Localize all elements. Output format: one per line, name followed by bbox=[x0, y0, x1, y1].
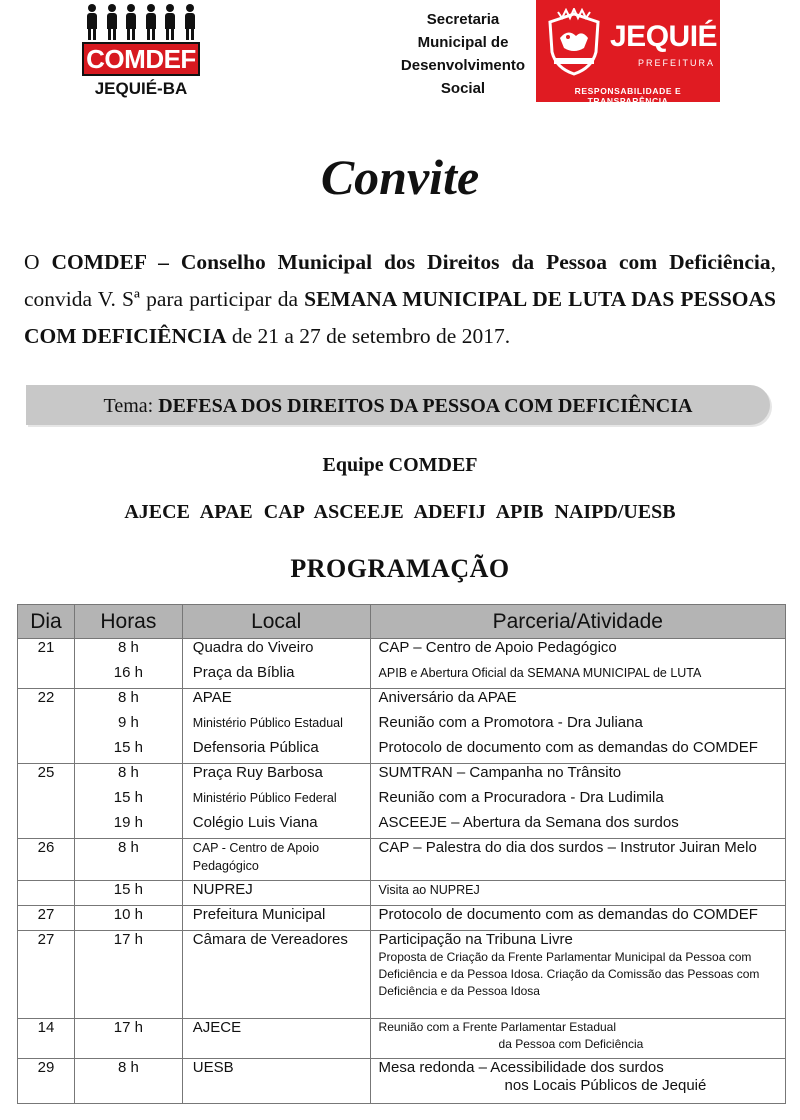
cell-parceria: ASCEEJE – Abertura da Semana dos surdos bbox=[370, 814, 785, 839]
cell-dia: 22 bbox=[18, 689, 75, 714]
cell-parceria: Visita ao NUPREJ bbox=[370, 881, 785, 906]
cell-dia: 25 bbox=[18, 764, 75, 789]
cell-dia bbox=[18, 881, 75, 906]
cell-hora: 17 h bbox=[74, 1019, 182, 1059]
cell-parceria: Protocolo de documento com as demandas do COMDEF bbox=[370, 739, 785, 764]
column-header-horas: Horas bbox=[74, 605, 182, 639]
table-row bbox=[18, 739, 786, 764]
cell-hora: 15 h bbox=[74, 881, 182, 906]
table-row bbox=[18, 639, 786, 664]
table-row bbox=[18, 789, 786, 814]
table-row bbox=[18, 814, 786, 839]
cell-hora: 8 h bbox=[74, 639, 182, 664]
table-row bbox=[18, 839, 786, 881]
cell-local: AJECE bbox=[182, 1019, 370, 1059]
people-icon bbox=[82, 4, 200, 40]
cell-hora: 16 h bbox=[74, 664, 182, 689]
activity-title: Participação na Tribuna Livre bbox=[378, 931, 573, 948]
cell-parceria: CAP – Centro de Apoio Pedagógico bbox=[370, 639, 785, 664]
cell-hora: 8 h bbox=[74, 839, 182, 881]
invite-title: Convite bbox=[320, 149, 480, 205]
activity-line: Reunião com a Frente Parlamentar Estadual bbox=[378, 1020, 617, 1034]
cell-parceria bbox=[370, 1019, 785, 1059]
table-row bbox=[18, 689, 786, 714]
secretaria-line: Municipal de bbox=[417, 34, 509, 51]
cell-local: Praça da Bíblia bbox=[182, 664, 370, 689]
table-row bbox=[18, 1059, 786, 1104]
team-members: AJECE APAE CAP ASCEEJE ADEFIJ APIB NAIPD/UESB bbox=[124, 501, 676, 523]
cell-hora: 19 h bbox=[74, 814, 182, 839]
cell-hora: 8 h bbox=[74, 764, 182, 789]
cell-hora: 9 h bbox=[74, 714, 182, 739]
schedule-table bbox=[17, 604, 786, 1104]
cell-hora: 17 h bbox=[74, 931, 182, 1019]
team-title: Equipe COMDEF bbox=[322, 454, 478, 476]
table-row bbox=[18, 664, 786, 689]
cell-hora: 10 h bbox=[74, 906, 182, 931]
cell-hora: 8 h bbox=[74, 689, 182, 714]
table-header-row bbox=[18, 605, 786, 639]
cell-dia: 27 bbox=[18, 931, 75, 1019]
cell-dia bbox=[18, 714, 75, 739]
prefeitura-label: PREFEITURA bbox=[638, 58, 716, 68]
cell-dia bbox=[18, 739, 75, 764]
invite-text: O bbox=[24, 250, 52, 274]
theme-label: Tema: bbox=[103, 395, 159, 417]
cell-local: Quadra do Viveiro bbox=[182, 639, 370, 664]
comdef-city: JEQUIÉ-BA bbox=[94, 79, 188, 98]
prefeitura-logo bbox=[536, 0, 720, 106]
cell-parceria: CAP – Palestra do dia dos surdos – Instrutor Juiran Melo bbox=[370, 839, 785, 881]
cell-dia: 21 bbox=[18, 639, 75, 664]
cell-local: UESB bbox=[182, 1059, 370, 1104]
table-row bbox=[18, 714, 786, 739]
cell-dia bbox=[18, 664, 75, 689]
secretaria-line: Social bbox=[440, 80, 486, 97]
cell-dia: 14 bbox=[18, 1019, 75, 1059]
cell-parceria: Protocolo de documento com as demandas do COMDEF bbox=[370, 906, 785, 931]
table-row bbox=[18, 764, 786, 789]
cell-dia bbox=[18, 814, 75, 839]
cell-parceria: Aniversário da APAE bbox=[370, 689, 785, 714]
secretaria-line: Secretaria bbox=[426, 11, 500, 28]
schedule-title: PROGRAMAÇÃO bbox=[290, 554, 510, 583]
activity-line: da Pessoa com Deficiência bbox=[498, 1037, 644, 1051]
invite-text: , convida V. Sª para participar da bbox=[24, 250, 776, 311]
cell-local: Defensoria Pública bbox=[182, 739, 370, 764]
cell-parceria: Reunião com a Procuradora - Dra Ludimila bbox=[370, 789, 785, 814]
cell-dia: 27 bbox=[18, 906, 75, 931]
column-header-parceria: Parceria/Atividade bbox=[370, 605, 785, 639]
cell-hora: 15 h bbox=[74, 739, 182, 764]
activity-line: nos Locais Públicos de Jequié bbox=[504, 1077, 707, 1094]
cell-local: Câmara de Vereadores bbox=[182, 931, 370, 1019]
activity-detail: Proposta de Criação da Frente Parlamentar Municipal da Pessoa com Deficiência e da Pessoa Idosa. Criação da Comissão das Pessoas com Deficiência e da Pessoa Idosa bbox=[378, 950, 760, 998]
invite-org-name: COMDEF – Conselho Municipal dos Direitos da Pessoa com Deficiência bbox=[51, 250, 771, 274]
city-crest-icon bbox=[544, 8, 604, 78]
secretaria-line: Desenvolvimento bbox=[400, 57, 526, 74]
column-header-local: Local bbox=[182, 605, 370, 639]
cell-local: Ministério Público Federal bbox=[182, 789, 370, 814]
cell-local: NUPREJ bbox=[182, 881, 370, 906]
theme-value: DEFESA DOS DIREITOS DA PESSOA COM DEFICIÊNCIA bbox=[158, 395, 693, 417]
cell-parceria: SUMTRAN – Campanha no Trânsito bbox=[370, 764, 785, 789]
invite-paragraph bbox=[24, 244, 776, 355]
table-row bbox=[18, 1019, 786, 1059]
comdef-logo-text: COMDEF bbox=[82, 42, 200, 76]
header bbox=[0, 0, 800, 110]
table-row bbox=[18, 881, 786, 906]
cell-parceria bbox=[370, 1059, 785, 1104]
cell-local: CAP - Centro de Apoio Pedagógico bbox=[182, 839, 370, 881]
invite-event-name: SEMANA MUNICIPAL DE LUTA DAS PESSOAS COM DEFICIÊNCIA bbox=[24, 287, 776, 348]
column-header-dia: Dia bbox=[18, 605, 75, 639]
cell-local: Ministério Público Estadual bbox=[182, 714, 370, 739]
comdef-logo bbox=[82, 4, 200, 99]
cell-hora: 8 h bbox=[74, 1059, 182, 1104]
cell-local: APAE bbox=[182, 689, 370, 714]
cell-local: Colégio Luis Viana bbox=[182, 814, 370, 839]
table-row bbox=[18, 931, 786, 1019]
theme-banner bbox=[26, 385, 770, 425]
cell-dia: 29 bbox=[18, 1059, 75, 1104]
cell-parceria: APIB e Abertura Oficial da SEMANA MUNICIPAL de LUTA bbox=[370, 664, 785, 689]
cell-parceria: Reunião com a Promotora - Dra Juliana bbox=[370, 714, 785, 739]
cell-parceria bbox=[370, 931, 785, 1019]
cell-local: Prefeitura Municipal bbox=[182, 906, 370, 931]
table-row bbox=[18, 906, 786, 931]
cell-dia: 26 bbox=[18, 839, 75, 881]
invite-dates: de 21 a 27 de setembro de 2017. bbox=[226, 324, 511, 348]
activity-line: Mesa redonda – Acessibilidade dos surdos bbox=[378, 1059, 664, 1076]
prefeitura-name: JEQUIÉ bbox=[610, 20, 718, 53]
prefeitura-slogan: RESPONSABILIDADE E TRANSPARÊNCIA bbox=[574, 86, 682, 106]
cell-hora: 15 h bbox=[74, 789, 182, 814]
secretaria-title bbox=[388, 8, 538, 100]
cell-dia bbox=[18, 789, 75, 814]
cell-local: Praça Ruy Barbosa bbox=[182, 764, 370, 789]
